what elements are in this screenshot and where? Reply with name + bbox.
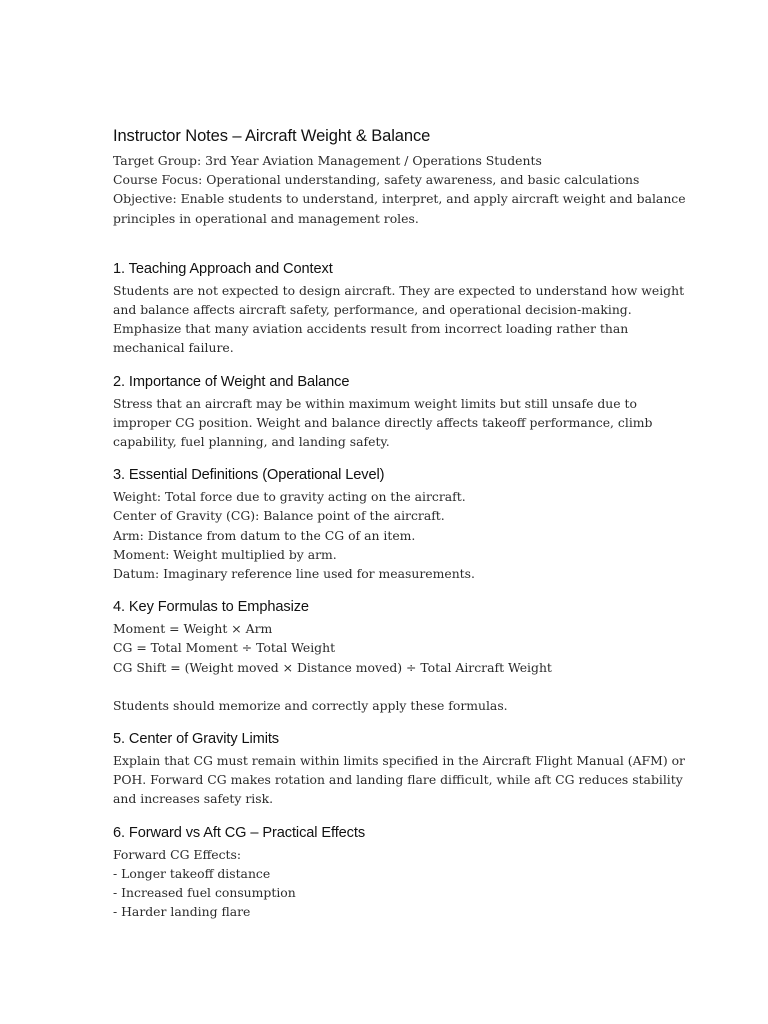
section-1 bbox=[113, 259, 685, 358]
formula-line: CG = Total Moment ÷ Total Weight bbox=[113, 640, 336, 656]
list-item: - Increased fuel consumption bbox=[113, 885, 296, 901]
list-item: - Harder landing flare bbox=[113, 904, 251, 920]
section-line: Center of Gravity (CG): Balance point of the aircraft. bbox=[113, 508, 445, 524]
intro-line: Course Focus: Operational understanding, safety awareness, and basic calculations bbox=[113, 172, 640, 188]
intro-line: Objective: Enable students to understand, interpret, and apply aircraft weight and balance bbox=[113, 191, 686, 207]
section-5 bbox=[113, 729, 685, 809]
section-line: capability, fuel planning, and landing safety. bbox=[113, 434, 390, 450]
section-6 bbox=[113, 823, 668, 922]
section-line: Weight: Total force due to gravity acting on the aircraft. bbox=[113, 489, 466, 505]
section-3 bbox=[113, 465, 668, 583]
intro-block bbox=[113, 151, 686, 228]
section-line: improper CG position. Weight and balance directly affects takeoff performance, climb bbox=[113, 414, 653, 430]
formula-line: CG Shift = (Weight moved × Distance moved) ÷ Total Aircraft Weight bbox=[113, 659, 552, 675]
section-heading: 5. Center of Gravity Limits bbox=[113, 731, 279, 748]
document-title: Instructor Notes – Aircraft Weight & Balance bbox=[113, 127, 431, 145]
section-line: and increases safety risk. bbox=[113, 791, 274, 807]
section-line: Forward CG Effects: bbox=[113, 846, 242, 862]
section-line: Students are not expected to design aircraft. They are expected to understand how weight bbox=[113, 282, 685, 298]
section-line: POH. Forward CG makes rotation and landing flare difficult, while aft CG reduces stability bbox=[113, 772, 683, 788]
section-line: Datum: Imaginary reference line used for measurements. bbox=[113, 566, 475, 582]
section-heading: 2. Importance of Weight and Balance bbox=[113, 373, 350, 390]
section-heading: 4. Key Formulas to Emphasize bbox=[113, 599, 309, 616]
section-heading: 6. Forward vs Aft CG – Practical Effects bbox=[113, 824, 366, 841]
section-line: Stress that an aircraft may be within maximum weight limits but still unsafe due to bbox=[113, 395, 637, 411]
intro-line: principles in operational and management roles. bbox=[113, 210, 419, 226]
section-line: Arm: Distance from datum to the CG of an item. bbox=[113, 527, 416, 543]
section-line: Moment: Weight multiplied by arm. bbox=[113, 546, 337, 562]
section-line: Explain that CG must remain within limits specified in the Aircraft Flight Manual (AFM) or bbox=[113, 753, 685, 769]
section-line: Emphasize that many aviation accidents result from incorrect loading rather than bbox=[113, 321, 629, 337]
section-4 bbox=[113, 597, 668, 715]
section-line: Students should memorize and correctly apply these formulas. bbox=[113, 697, 508, 713]
intro-line: Target Group: 3rd Year Aviation Management / Operations Students bbox=[113, 153, 542, 168]
section-2 bbox=[113, 372, 668, 452]
list-item: - Longer takeoff distance bbox=[113, 865, 271, 881]
section-line: mechanical failure. bbox=[113, 340, 234, 356]
formula-line: Moment = Weight × Arm bbox=[113, 621, 273, 637]
section-heading: 1. Teaching Approach and Context bbox=[113, 260, 333, 277]
section-heading: 3. Essential Definitions (Operational Level) bbox=[113, 467, 385, 484]
section-line: and balance affects aircraft safety, performance, and operational decision-making. bbox=[113, 302, 632, 318]
